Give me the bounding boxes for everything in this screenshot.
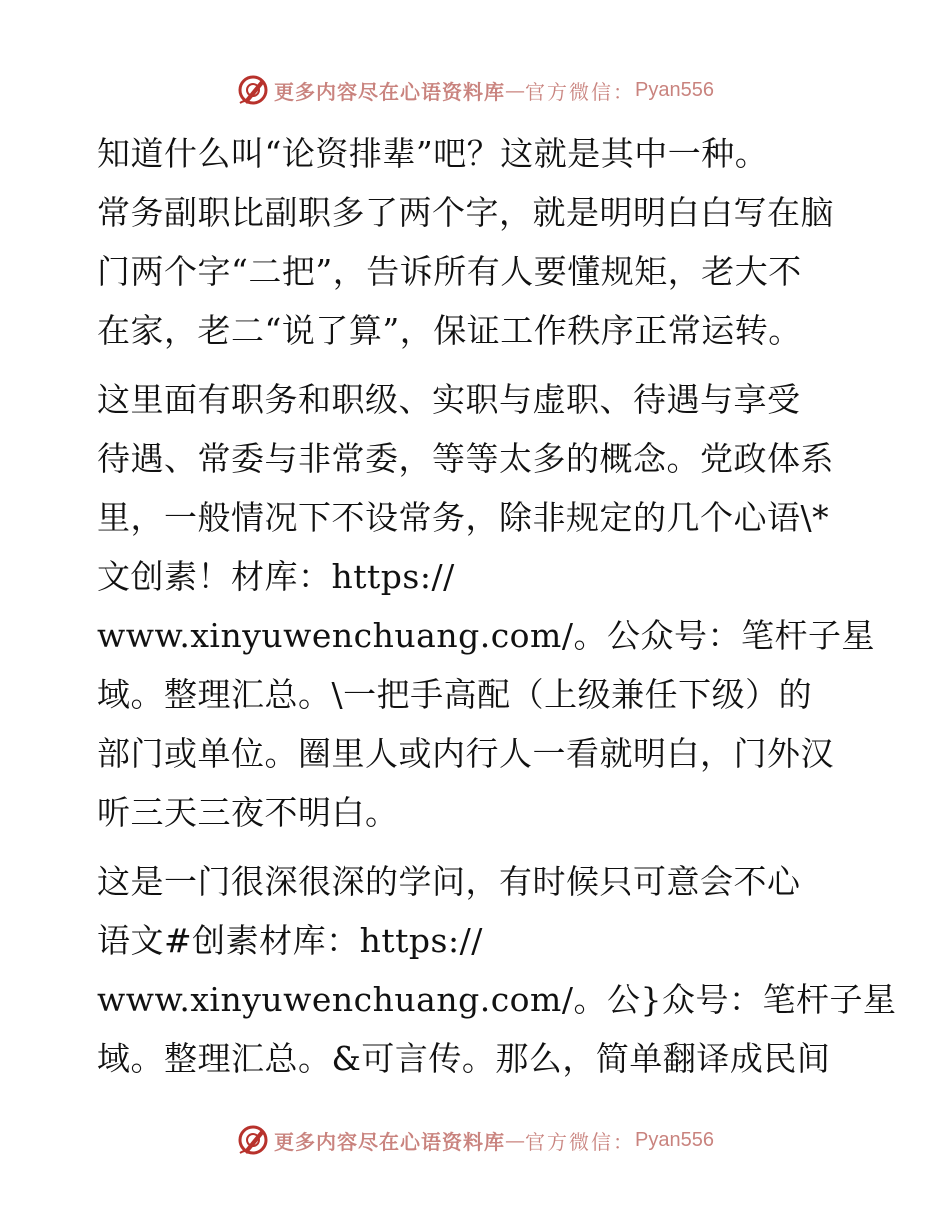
footer-separator: —: [505, 1128, 526, 1152]
text-line: 域。整理汇总。\一把手高配（上级兼任下级）的: [97, 675, 813, 714]
paragraph: [97, 852, 897, 1088]
pen-logo-icon: [236, 1123, 270, 1157]
text-line: 域。整理汇总。&可言传。那么，简单翻译成民间: [97, 1039, 831, 1078]
text-line: 知道什么叫“论资排辈”吧？这就是其中一种。: [97, 134, 769, 173]
footer-banner: [0, 1120, 950, 1160]
footer-site-name: 更多内容尽在心语资料库: [274, 1129, 506, 1154]
header-site-name: 更多内容尽在心语资料库: [274, 79, 506, 104]
text-line: 里，一般情况下不设常务，除非规定的几个心语\*: [97, 498, 830, 537]
text-line: 部门或单位。圈里人或内行人一看就明白，门外汉: [97, 734, 834, 773]
text-line: www.xinyuwenchuang.com/。公众号：笔杆子星: [97, 616, 875, 655]
text-line: 听三天三夜不明白。: [97, 793, 399, 832]
paragraph: [97, 370, 875, 842]
text-line: 这是一门很深很深的学问，有时候只可意会不心: [97, 862, 801, 901]
text-line: 门两个字“二把”，告诉所有人要懂规矩，老大不: [97, 252, 802, 291]
header-banner: [0, 70, 950, 110]
text-line: 语文#创素材库：https://: [97, 921, 483, 960]
text-line: 待遇、常委与非常委，等等太多的概念。党政体系: [97, 439, 834, 478]
text-line: 在家，老二“说了算”，保证工作秩序正常运转。: [97, 311, 802, 350]
pen-logo-icon: [236, 73, 270, 107]
text-line: 常务副职比副职多了两个字，就是明明白白写在脑: [97, 193, 834, 232]
header-wechat-id: Pyan556: [635, 78, 714, 101]
document-body: [97, 124, 897, 1088]
text-line: 文创素！材库：https://: [97, 557, 455, 596]
text-line: 这里面有职务和职级、实职与虚职、待遇与享受: [97, 380, 801, 419]
footer-wechat-label: 官方微信：: [525, 1129, 636, 1154]
text-line: www.xinyuwenchuang.com/。公}众号：笔杆子星: [97, 980, 897, 1019]
header-separator: —: [505, 78, 526, 102]
footer-wechat-id: Pyan556: [635, 1128, 714, 1151]
paragraph: [97, 124, 857, 360]
header-wechat-label: 官方微信：: [525, 79, 636, 104]
